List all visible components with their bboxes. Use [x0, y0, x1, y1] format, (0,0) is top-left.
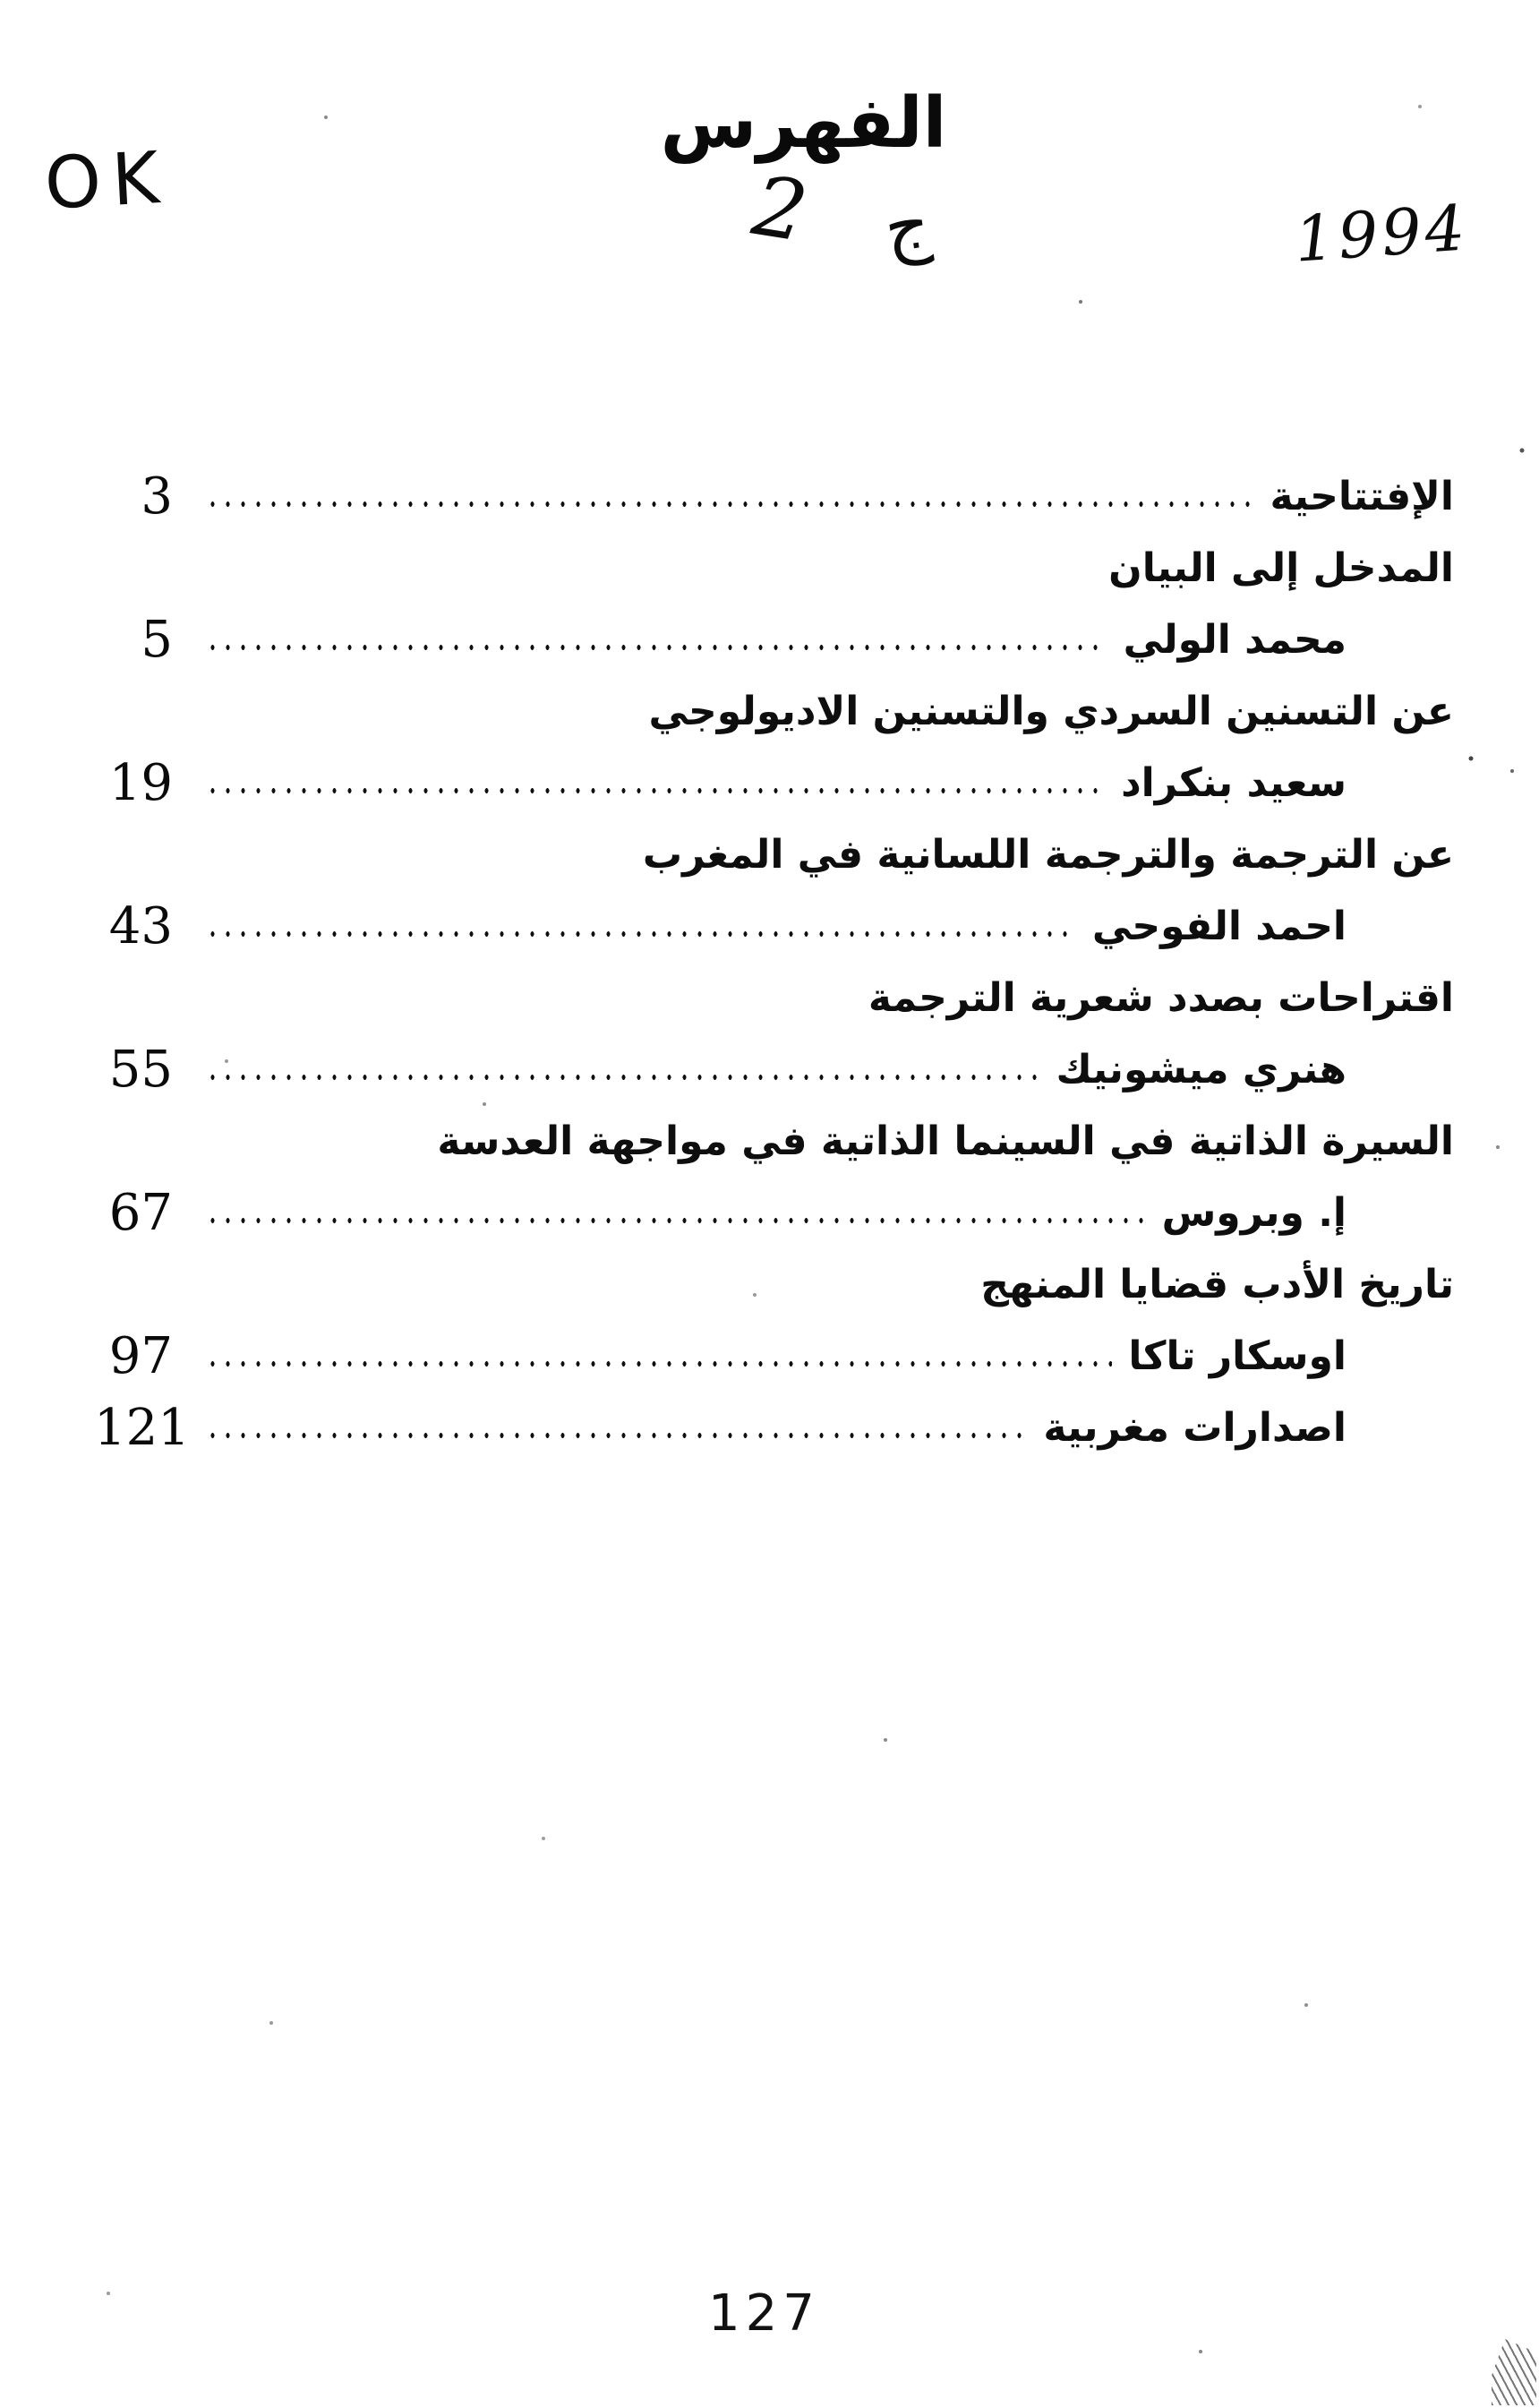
- handwritten-part-number: 2: [747, 158, 814, 261]
- handwritten-ok-annotation: OK: [42, 135, 172, 226]
- toc-section-title: تاريخ الأدب قضايا المنهج: [980, 1262, 1454, 1307]
- handwritten-year-1994: 1994: [1292, 191, 1471, 277]
- dot-leader: [205, 642, 1107, 653]
- toc-section-title: المدخل إلى البيان: [1108, 545, 1454, 591]
- toc-section-title: اقتراحات بصدد شعرية الترجمة: [868, 975, 1454, 1021]
- dot-leader: [205, 499, 1254, 510]
- toc-section-title: عن الترجمة والترجمة اللسانية في المغرب: [642, 832, 1454, 878]
- dot-leader: [205, 929, 1076, 939]
- scan-noise-specks: [0, 0, 2, 2]
- toc-entry-row: [94, 1034, 1454, 1106]
- toc-entry-row: [94, 1321, 1454, 1393]
- toc-entry-title: هنري ميشونيك: [1056, 1047, 1347, 1093]
- toc-entry-title: اوسكار تاكا: [1128, 1333, 1347, 1379]
- toc-section-title: السيرة الذاتية في السينما الذاتية في مواجهة العدسة: [437, 1118, 1454, 1164]
- toc-section-title-row: [94, 676, 1454, 748]
- toc-entry-title: اصدارات مغربية: [1043, 1405, 1347, 1451]
- toc-section-title: عن التسنين السردي والتسنين الاديولوجي: [648, 689, 1454, 734]
- toc-entry-row: [94, 1178, 1454, 1249]
- toc-section-title-row: [94, 533, 1454, 604]
- dot-leader: [205, 1215, 1146, 1226]
- toc-entry-row: [94, 891, 1454, 963]
- dot-leader: [205, 1358, 1112, 1369]
- toc-page-number: 19: [108, 754, 173, 812]
- dot-leader: [205, 1430, 1027, 1441]
- toc-page-number: 121: [94, 1399, 190, 1457]
- toc-entry-row: [94, 604, 1454, 676]
- toc-entry-row: [94, 461, 1454, 533]
- toc-page-number: 55: [108, 1041, 173, 1099]
- toc-page-number: 97: [108, 1327, 173, 1385]
- toc-page-number: 67: [108, 1184, 173, 1242]
- toc-entry-title: احمد الفوحي: [1091, 904, 1347, 949]
- toc-entry-title: سعيد بنكراد: [1121, 760, 1347, 806]
- toc-page-number: 43: [108, 897, 173, 955]
- dot-leader: [205, 785, 1105, 796]
- footer-page-number: 127: [708, 2284, 820, 2343]
- handwritten-jeem-letter: ج: [878, 183, 936, 270]
- page-title: الفهرس: [660, 83, 947, 164]
- toc-section-title-row: [94, 1106, 1454, 1178]
- toc-entry-row: [94, 748, 1454, 819]
- toc-section-title-row: [94, 819, 1454, 891]
- toc-entry-title: محمد الولي: [1123, 617, 1347, 663]
- corner-pencil-marks: [1492, 2339, 1536, 2405]
- toc-entry-row: [94, 1393, 1454, 1464]
- table-of-contents: [94, 461, 1454, 1464]
- toc-entry-title: الإفتتاحية: [1270, 474, 1454, 519]
- toc-section-title-row: [94, 1249, 1454, 1321]
- toc-page-number: 3: [141, 467, 173, 526]
- toc-page-number: 5: [141, 611, 173, 669]
- toc-section-title-row: [94, 963, 1454, 1034]
- toc-entry-title: إ. وبروس: [1161, 1190, 1347, 1236]
- dot-leader: [205, 1072, 1040, 1083]
